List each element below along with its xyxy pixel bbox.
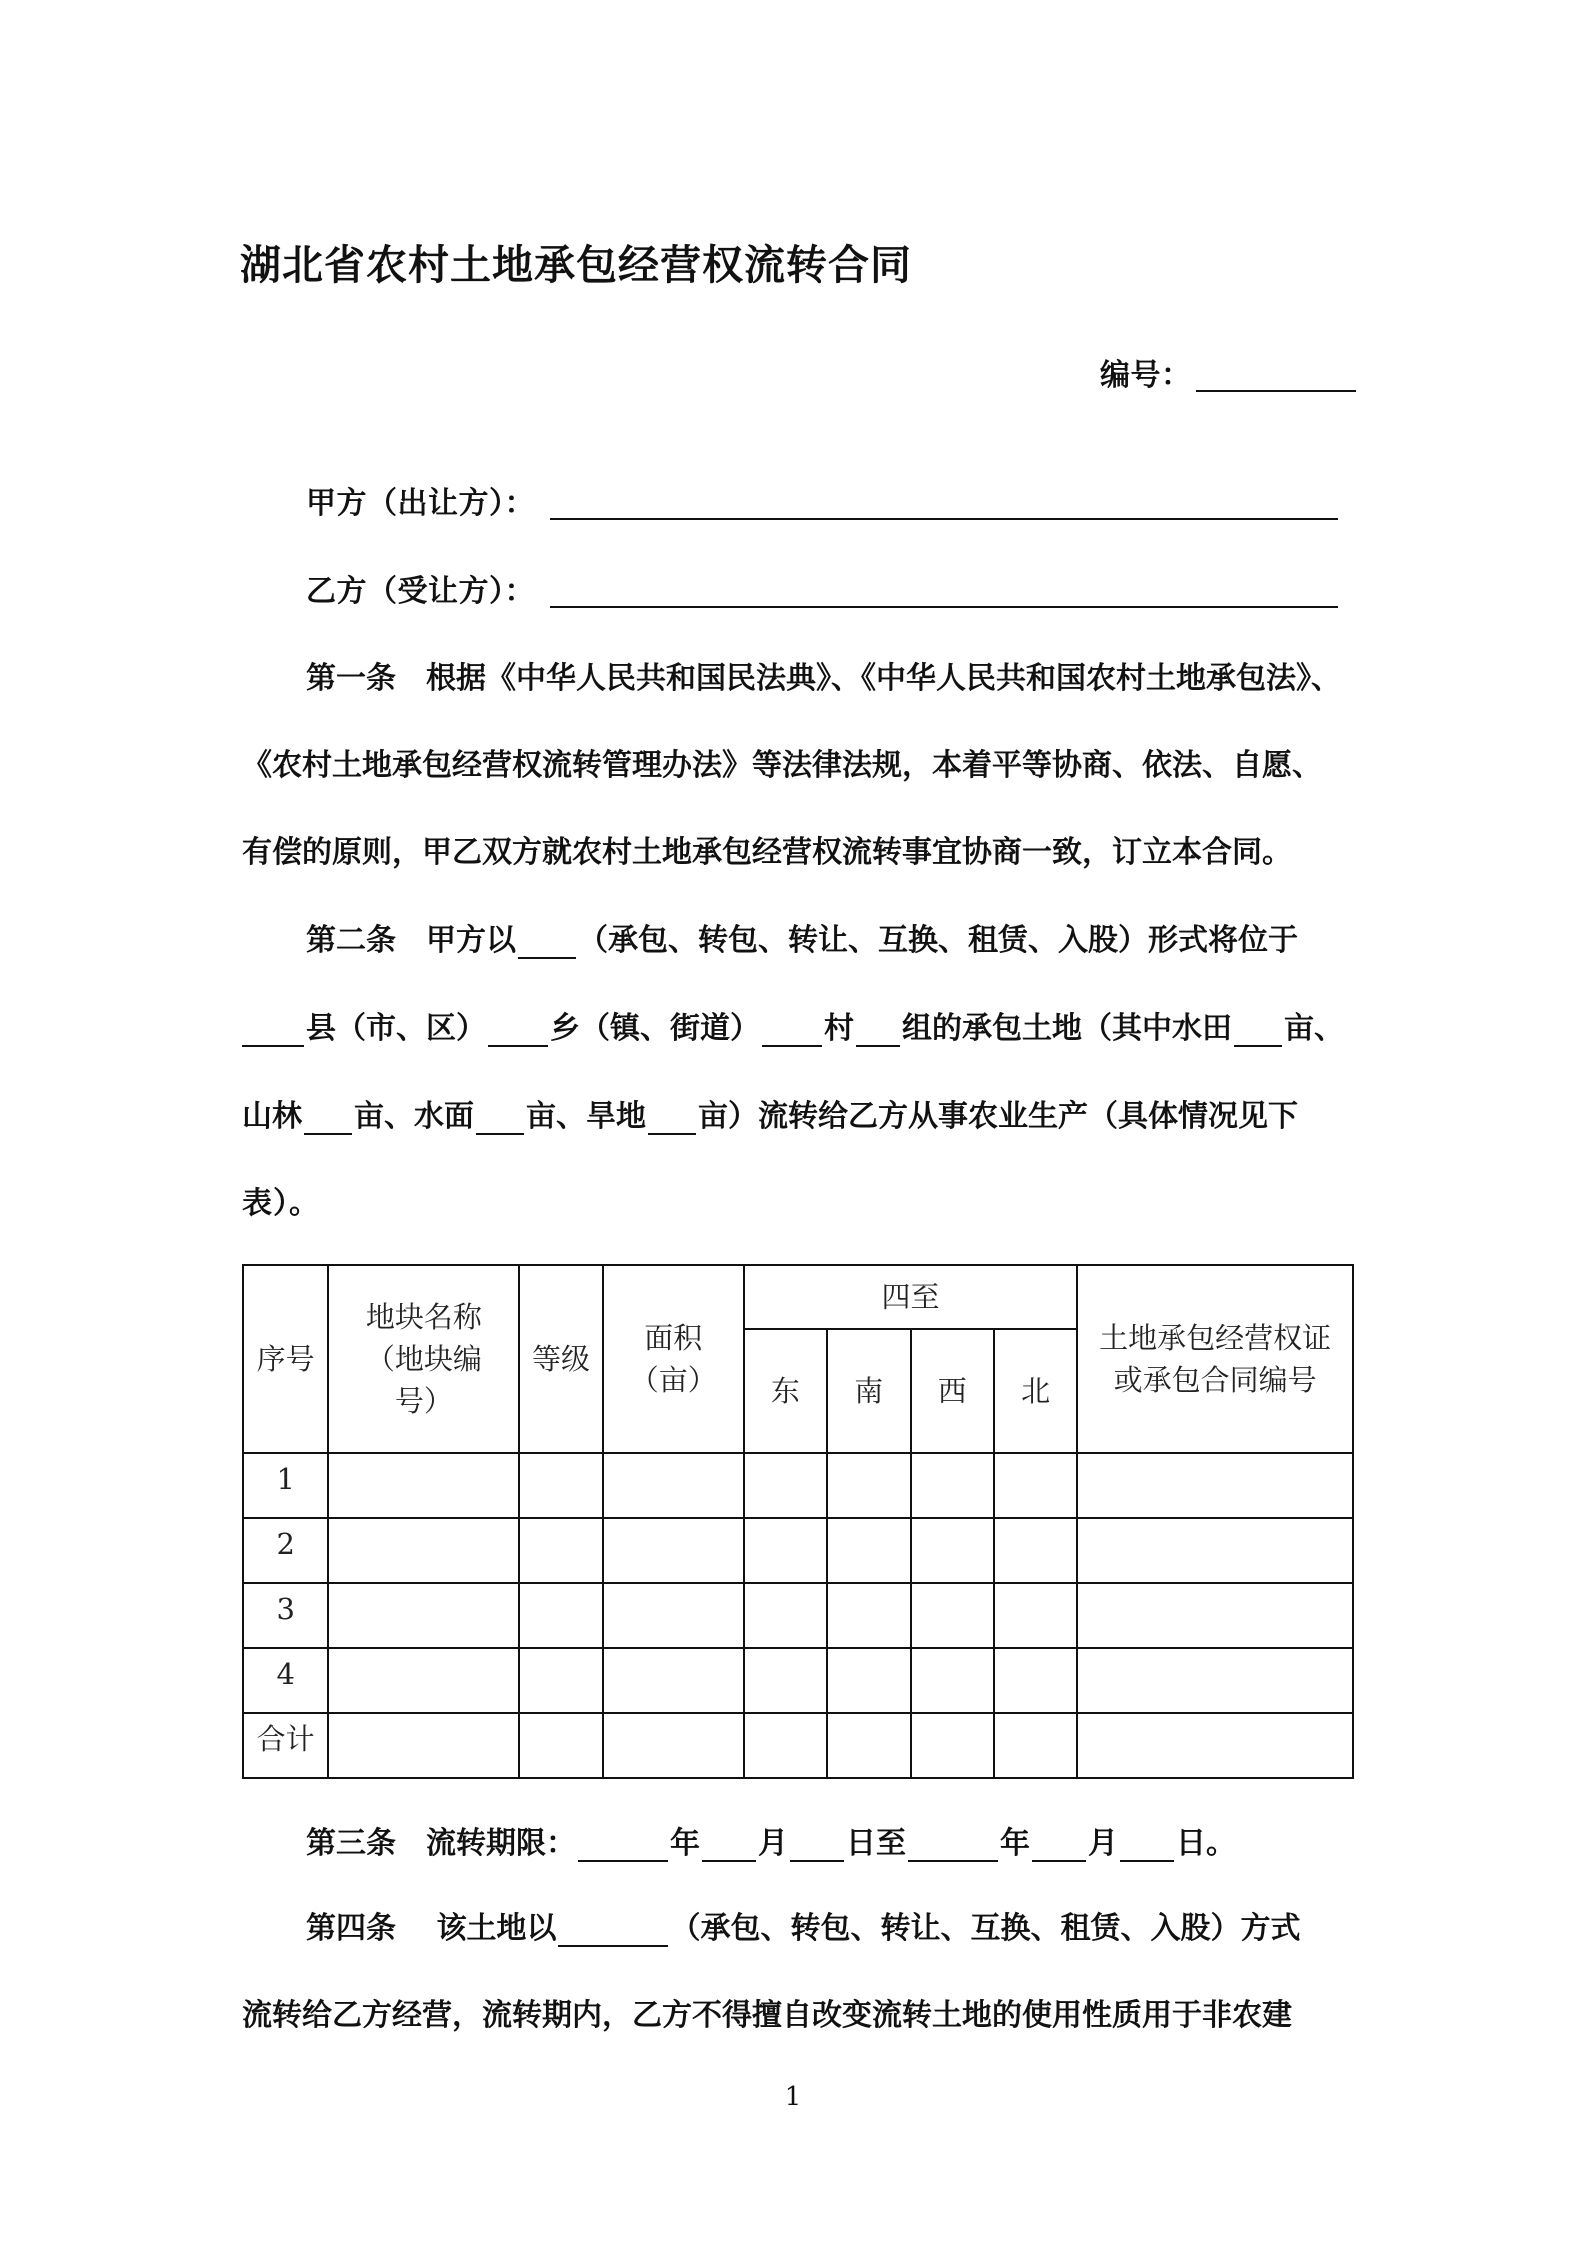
cell[interactable] <box>911 1648 994 1713</box>
header-area: 面积（亩） <box>603 1265 744 1453</box>
year-label: 年 <box>670 1826 700 1861</box>
dryland-blank[interactable] <box>648 1103 696 1135</box>
cell[interactable] <box>911 1518 994 1583</box>
day-end-label: 日。 <box>1176 1826 1236 1861</box>
contract-no-label: 编号： <box>1100 358 1192 393</box>
month-label: 月 <box>758 1826 788 1861</box>
article2-line2 <box>242 1003 1344 1047</box>
cell[interactable] <box>827 1583 910 1648</box>
cell[interactable] <box>328 1648 519 1713</box>
water-blank[interactable] <box>476 1103 524 1135</box>
cell[interactable] <box>1077 1648 1353 1713</box>
cell[interactable] <box>744 1453 827 1518</box>
row-label: 2 <box>243 1518 328 1583</box>
cell[interactable] <box>519 1713 602 1778</box>
header-north: 北 <box>994 1329 1077 1453</box>
water-label: 亩、水面 <box>354 1099 474 1134</box>
article1-line1: 第一条 根据《中华人民共和国民法典》、《中华人民共和国农村土地承包法》、 <box>306 661 1341 696</box>
cell[interactable] <box>519 1648 602 1713</box>
end-month-blank[interactable] <box>1032 1830 1086 1862</box>
header-west: 西 <box>911 1329 994 1453</box>
article2-text-b: （承包、转包、转让、互换、租赁、入股）形式将位于 <box>578 923 1298 958</box>
transfer-form-blank[interactable] <box>518 927 576 959</box>
end-year-blank[interactable] <box>908 1830 998 1862</box>
party-b-label: 乙方（受让方）： <box>306 574 535 609</box>
cell[interactable] <box>1077 1713 1353 1778</box>
article1-line3: 有偿的原则，甲乙双方就农村土地承包经营权流转事宜协商一致，订立本合同。 <box>242 835 1292 870</box>
start-year-blank[interactable] <box>578 1830 668 1862</box>
cell[interactable] <box>911 1453 994 1518</box>
dryland-label: 亩、旱地 <box>526 1099 646 1134</box>
cell[interactable] <box>911 1713 994 1778</box>
cell[interactable] <box>994 1648 1077 1713</box>
party-a-label: 甲方（出让方）： <box>306 486 535 521</box>
paddy-blank[interactable] <box>1234 1015 1282 1047</box>
term-label: 第三条 流转期限： <box>306 1826 576 1861</box>
article2-text-a: 第二条 甲方以 <box>306 923 516 958</box>
cell[interactable] <box>328 1583 519 1648</box>
cell[interactable] <box>519 1518 602 1583</box>
article2-line3 <box>242 1091 1298 1135</box>
cell[interactable] <box>827 1648 910 1713</box>
table-row <box>243 1648 1353 1713</box>
article2-line4: 表）。 <box>242 1186 320 1221</box>
cell[interactable] <box>994 1583 1077 1648</box>
cell[interactable] <box>328 1713 519 1778</box>
page-title: 湖北省农村土地承包经营权流转合同 <box>240 241 912 289</box>
article2-line1 <box>306 915 1298 959</box>
group-blank[interactable] <box>856 1015 900 1047</box>
page-number: 1 <box>784 2082 802 2112</box>
header-boundaries: 四至 <box>744 1265 1078 1329</box>
start-day-blank[interactable] <box>790 1830 844 1862</box>
group-label: 组的承包土地（其中水田 <box>902 1011 1232 1046</box>
header-plot-name: 地块名称（地块编号） <box>328 1265 519 1453</box>
cell[interactable] <box>744 1648 827 1713</box>
cell[interactable] <box>328 1453 519 1518</box>
day-to-label: 日至 <box>846 1826 906 1861</box>
row-label-total: 合计 <box>243 1713 328 1778</box>
article4-text-b: （承包、转包、转让、互换、租赁、入股）方式 <box>670 1911 1301 1946</box>
row-label: 1 <box>243 1453 328 1518</box>
cell[interactable] <box>994 1453 1077 1518</box>
forest-label: 山林 <box>242 1099 302 1134</box>
end-day-blank[interactable] <box>1120 1830 1174 1862</box>
header-cert: 土地承包经营权证或承包合同编号 <box>1077 1265 1353 1453</box>
month-label: 月 <box>1088 1826 1118 1861</box>
article1-line2: 《农村土地承包经营权流转管理办法》等法律法规，本着平等协商、依法、自愿、 <box>242 748 1322 783</box>
article4-line2: 流转给乙方经营，流转期内，乙方不得擅自改变流转土地的使用性质用于非农建 <box>242 1998 1292 2033</box>
cell[interactable] <box>911 1583 994 1648</box>
article2-text-end: 亩）流转给乙方从事农业生产（具体情况见下 <box>698 1099 1298 1134</box>
cell[interactable] <box>328 1518 519 1583</box>
cell[interactable] <box>1077 1453 1353 1518</box>
article3-line <box>306 1818 1236 1862</box>
township-label: 乡（镇、街道） <box>550 1011 760 1046</box>
cell[interactable] <box>603 1453 744 1518</box>
table-row <box>243 1583 1353 1648</box>
cell[interactable] <box>1077 1583 1353 1648</box>
cell[interactable] <box>827 1713 910 1778</box>
article4-line1 <box>306 1903 1300 1947</box>
cell[interactable] <box>603 1518 744 1583</box>
cell[interactable] <box>603 1648 744 1713</box>
article4-text-a: 第四条 该土地以 <box>306 1911 557 1946</box>
table-row <box>243 1453 1353 1518</box>
paddy-unit: 亩、 <box>1284 1011 1344 1046</box>
table-row-total <box>243 1713 1353 1778</box>
cell[interactable] <box>1077 1518 1353 1583</box>
village-label: 村 <box>824 1011 854 1046</box>
header-grade: 等级 <box>519 1265 602 1453</box>
party-b-field[interactable] <box>550 606 1338 608</box>
cell[interactable] <box>827 1518 910 1583</box>
cell[interactable] <box>994 1518 1077 1583</box>
cell[interactable] <box>744 1713 827 1778</box>
land-table <box>242 1264 1354 1779</box>
cell[interactable] <box>519 1583 602 1648</box>
header-seq: 序号 <box>243 1265 328 1453</box>
year-label: 年 <box>1000 1826 1030 1861</box>
header-east: 东 <box>744 1329 827 1453</box>
cell[interactable] <box>603 1713 744 1778</box>
cell[interactable] <box>744 1583 827 1648</box>
village-blank[interactable] <box>762 1015 822 1047</box>
county-blank[interactable] <box>242 1015 304 1047</box>
cell[interactable] <box>519 1453 602 1518</box>
contract-no-field[interactable] <box>1196 390 1356 392</box>
party-a-field[interactable] <box>550 518 1338 520</box>
forest-blank[interactable] <box>304 1103 352 1135</box>
cell[interactable] <box>603 1583 744 1648</box>
header-south: 南 <box>827 1329 910 1453</box>
cell[interactable] <box>827 1453 910 1518</box>
transfer-method-blank[interactable] <box>558 1915 668 1947</box>
cell[interactable] <box>744 1518 827 1583</box>
table-row <box>243 1518 1353 1583</box>
township-blank[interactable] <box>488 1015 548 1047</box>
county-label: 县（市、区） <box>306 1011 486 1046</box>
row-label: 3 <box>243 1583 328 1648</box>
cell[interactable] <box>994 1713 1077 1778</box>
start-month-blank[interactable] <box>702 1830 756 1862</box>
row-label: 4 <box>243 1648 328 1713</box>
